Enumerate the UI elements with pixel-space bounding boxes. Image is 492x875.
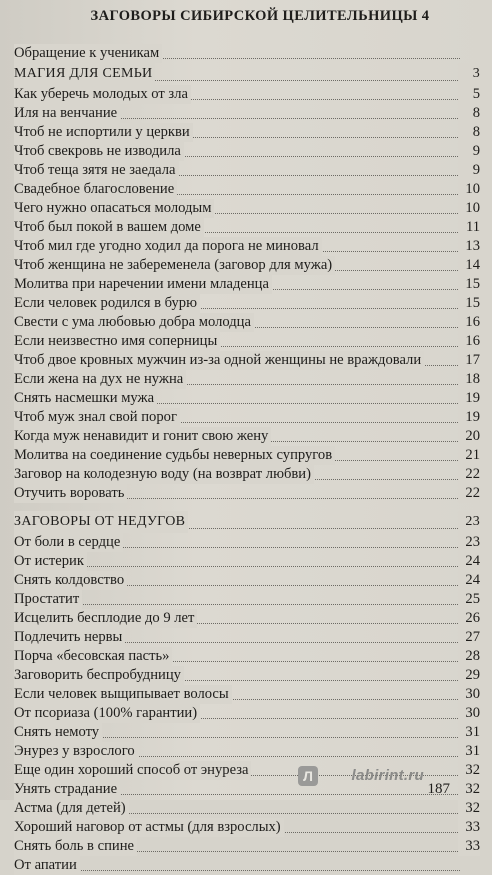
toc-entry <box>14 370 480 389</box>
toc-entry-page: 20 <box>458 427 480 446</box>
watermark: labirint.ru <box>351 767 424 784</box>
watermark-logo-icon: Л <box>298 766 318 786</box>
toc-entry-page: 9 <box>458 161 480 180</box>
toc-entry-title: Заговор на колодезную воду (на возврат любви) <box>14 465 314 484</box>
toc-entry <box>14 571 480 590</box>
toc-entry-page: 31 <box>458 742 480 761</box>
toc-entry-page: 18 <box>458 370 480 389</box>
toc-entry <box>14 351 480 370</box>
toc-entry-title: Снять насмешки мужа <box>14 389 157 408</box>
toc-entry-title: Энурез у взрослого <box>14 742 138 761</box>
toc-entry-page: 24 <box>458 571 480 590</box>
toc-entry <box>14 465 480 484</box>
toc-entry-title: Исцелить бесплодие до 9 лет <box>14 609 197 628</box>
toc-entry <box>14 313 480 332</box>
toc-entry-title: Простатит <box>14 590 82 609</box>
toc-entry-title: МАГИЯ ДЛЯ СЕМЬИ <box>14 63 155 85</box>
toc-entry-title: Подлечить нервы <box>14 628 125 647</box>
toc-entry <box>14 237 480 256</box>
toc-entry-page: 16 <box>458 313 480 332</box>
toc-entry <box>14 275 480 294</box>
toc-entry-page: 32 <box>458 799 480 818</box>
toc-entry-page: 5 <box>458 85 480 104</box>
toc-entry-page: 26 <box>458 609 480 628</box>
toc-entry <box>14 799 480 818</box>
toc-entry <box>14 85 480 104</box>
toc-entry-title: Снять колдовство <box>14 571 127 590</box>
toc-entry <box>14 609 480 628</box>
page-number: 187 <box>427 781 450 797</box>
toc-entry <box>14 685 480 704</box>
toc-entry <box>14 533 480 552</box>
toc-entry <box>14 332 480 351</box>
toc-entry-title: Еще один хороший способ от энуреза <box>14 761 251 780</box>
toc-entry <box>14 856 480 875</box>
toc-entry-title: Снять боль в спине <box>14 837 137 856</box>
toc-entry-page: 13 <box>458 237 480 256</box>
toc-entry-title: Обращение к ученикам <box>14 44 162 63</box>
toc-entry-page: 22 <box>458 465 480 484</box>
toc-entry-title: От апатии <box>14 856 80 875</box>
toc-entry <box>14 818 480 837</box>
toc-entry <box>14 666 480 685</box>
toc-entry-page: 30 <box>458 704 480 723</box>
toc-entry <box>14 552 480 571</box>
toc-entry-title: ЗАГОВОРЫ ОТ НЕДУГОВ <box>14 511 188 533</box>
toc-entry <box>14 704 480 723</box>
toc-entry-page: 32 <box>458 761 480 780</box>
toc-entry-page: 30 <box>458 685 480 704</box>
toc-entry-title: Свадебное благословение <box>14 180 177 199</box>
dot-leader <box>14 870 460 871</box>
toc-entry-page: 19 <box>458 408 480 427</box>
toc-entry-title: Если человек выщипывает волосы <box>14 685 232 704</box>
toc-entry <box>14 104 480 123</box>
toc-entry-page: 33 <box>458 837 480 856</box>
toc-entry-page: 33 <box>458 818 480 837</box>
toc-entry-page: 10 <box>458 180 480 199</box>
toc-entry-title: Чтоб не испортили у церкви <box>14 123 193 142</box>
toc-entry-title: Как уберечь молодых от зла <box>14 85 191 104</box>
toc-entry-page: 3 <box>458 63 480 85</box>
toc-entry-page: 11 <box>458 218 480 237</box>
toc-section <box>14 63 480 85</box>
toc-entry-title: Молитва на соединение судьбы неверных супругов <box>14 446 335 465</box>
toc-entry-title: Чтоб свекровь не изводила <box>14 142 184 161</box>
toc-entry <box>14 256 480 275</box>
toc-entry-title: От боли в сердце <box>14 533 123 552</box>
toc-entry-title: Когда муж ненавидит и гонит свою жену <box>14 427 271 446</box>
toc-entry <box>14 446 480 465</box>
toc-entry-page: 27 <box>458 628 480 647</box>
toc-entry <box>14 427 480 446</box>
toc-entry-page: 22 <box>458 484 480 503</box>
toc-entry-title: От истерик <box>14 552 87 571</box>
table-of-contents <box>14 44 480 875</box>
toc-entry-title: Хороший наговор от астмы (для взрослых) <box>14 818 284 837</box>
toc-entry-page: 28 <box>458 647 480 666</box>
toc-entry-page: 23 <box>458 533 480 552</box>
toc-entry <box>14 628 480 647</box>
toc-entry-title: Снять немоту <box>14 723 102 742</box>
toc-entry <box>14 123 480 142</box>
toc-entry-page: 15 <box>458 275 480 294</box>
toc-entry <box>14 180 480 199</box>
toc-entry-page: 8 <box>458 123 480 142</box>
toc-entry <box>14 199 480 218</box>
toc-entry-title: Чтоб двое кровных мужчин из-за одной женщины не враждовали <box>14 351 424 370</box>
toc-entry-page: 10 <box>458 199 480 218</box>
toc-section <box>14 511 480 533</box>
toc-entry <box>14 44 480 63</box>
toc-entry-title: Чего нужно опасаться молодым <box>14 199 214 218</box>
toc-entry-title: Иля на венчание <box>14 104 120 123</box>
toc-entry-title: Если человек родился в бурю <box>14 294 200 313</box>
toc-entry-title: Чтоб был покой в вашем доме <box>14 218 204 237</box>
toc-entry-page: 21 <box>458 446 480 465</box>
toc-entry-page: 8 <box>458 104 480 123</box>
toc-entry-title: Отучить воровать <box>14 484 127 503</box>
toc-entry-page: 9 <box>458 142 480 161</box>
toc-entry <box>14 142 480 161</box>
toc-entry <box>14 294 480 313</box>
toc-entry-title: Чтоб теща зятя не заедала <box>14 161 179 180</box>
toc-entry-page: 15 <box>458 294 480 313</box>
toc-entry <box>14 723 480 742</box>
toc-entry <box>14 590 480 609</box>
toc-entry-page: 31 <box>458 723 480 742</box>
toc-entry <box>14 647 480 666</box>
toc-entry <box>14 389 480 408</box>
toc-entry-page: 17 <box>458 351 480 370</box>
toc-entry <box>14 742 480 761</box>
toc-entry-page: 32 <box>458 780 480 799</box>
toc-entry-title: Чтоб женщина не забеременела (заговор для мужа) <box>14 256 335 275</box>
toc-entry <box>14 161 480 180</box>
toc-entry-page: 23 <box>458 511 480 533</box>
toc-entry-title: Свести с ума любовью добра молодца <box>14 313 254 332</box>
toc-entry <box>14 837 480 856</box>
toc-entry <box>14 408 480 427</box>
running-header: ЗАГОВОРЫ СИБИРСКОЙ ЦЕЛИТЕЛЬНИЦЫ 4 <box>90 8 430 24</box>
toc-entry-title: Астма (для детей) <box>14 799 129 818</box>
toc-entry <box>14 218 480 237</box>
toc-entry-page: 25 <box>458 590 480 609</box>
toc-entry-page: 29 <box>458 666 480 685</box>
toc-entry-title: Молитва при наречении имени младенца <box>14 275 272 294</box>
toc-entry-title: Чтоб муж знал свой порог <box>14 408 180 427</box>
toc-entry-title: От псориаза (100% гарантии) <box>14 704 200 723</box>
toc-entry-title: Заговорить беспробудницу <box>14 666 184 685</box>
toc-entry-title: Порча «бесовская пасть» <box>14 647 172 666</box>
toc-entry-title: Если неизвестно имя соперницы <box>14 332 220 351</box>
toc-entry-page: 14 <box>458 256 480 275</box>
toc-entry-page: 24 <box>458 552 480 571</box>
toc-entry-title: Чтоб мил где угодно ходил да порога не миновал <box>14 237 322 256</box>
toc-entry-page: 16 <box>458 332 480 351</box>
toc-entry <box>14 484 480 503</box>
toc-entry-title: Если жена на дух не нужна <box>14 370 186 389</box>
toc-entry-page: 19 <box>458 389 480 408</box>
toc-entry-title: Унять страдание <box>14 780 120 799</box>
